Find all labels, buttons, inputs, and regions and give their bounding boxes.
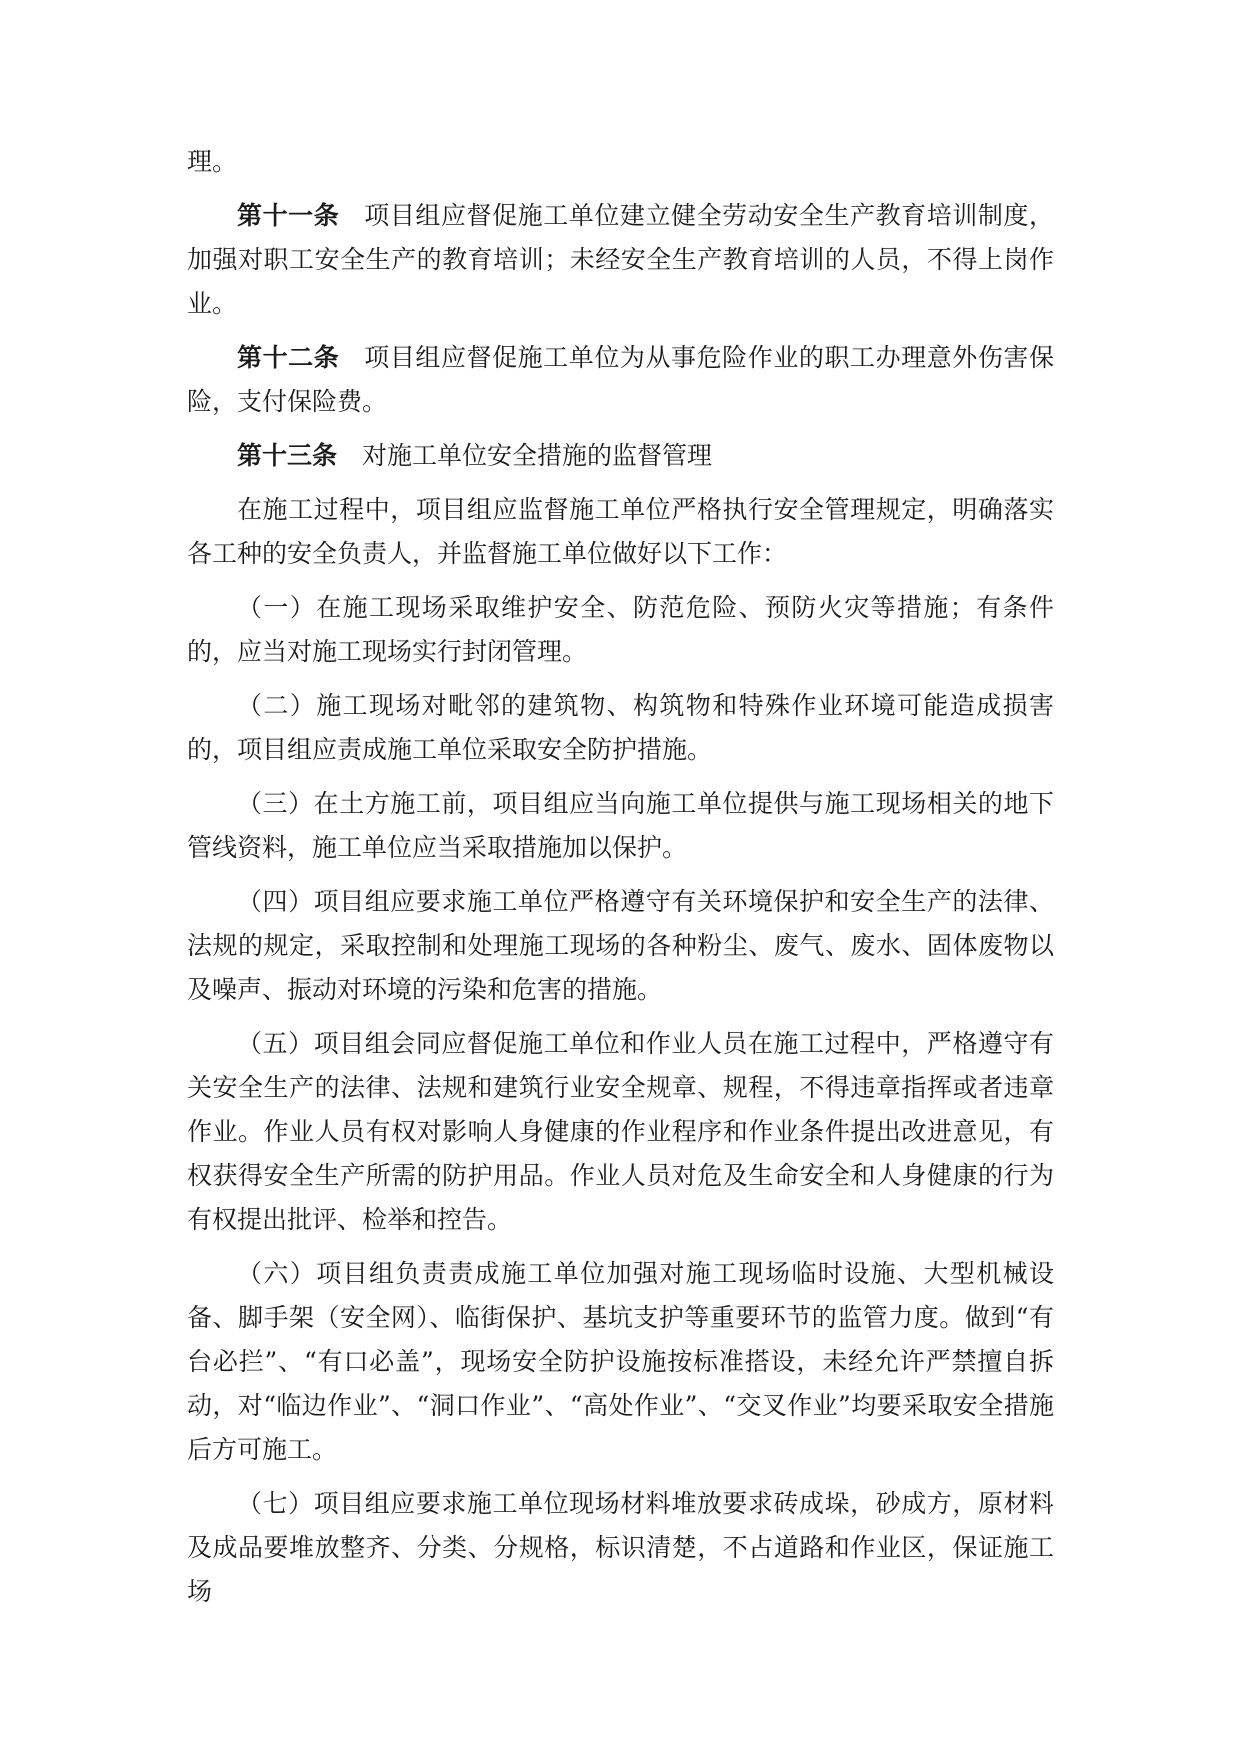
paragraph-text: （二）施工现场对毗邻的建筑物、构筑物和特殊作业环境可能造成损害的，项目组应责成施工单位采取安全防护措施。	[187, 691, 1054, 764]
paragraph-text: 对施工单位安全措施的监督管理	[362, 441, 713, 470]
item-7	[187, 1482, 1054, 1614]
paragraph-text: 项目组应督促施工单位为从事危险作业的职工办理意外伤害保险，支付保险费。	[187, 343, 1054, 416]
paragraph-text: （七）项目组应要求施工单位现场材料堆放要求砖成垛，砂成方，原材料及成品要堆放整齐、分类、分规格，标识清楚，不占道路和作业区，保证施工场	[187, 1489, 1054, 1606]
article-12	[187, 336, 1054, 424]
item-6	[187, 1252, 1054, 1472]
article-number: 第十一条	[237, 201, 340, 230]
paragraph-text: （三）在土方施工前，项目组应当向施工单位提供与施工现场相关的地下管线资料，施工单位应当采取措施加以保护。	[187, 789, 1054, 862]
item-3	[187, 782, 1054, 870]
article-number: 第十二条	[237, 343, 340, 372]
item-5	[187, 1022, 1054, 1242]
paragraph-text: （四）项目组应要求施工单位严格遵守有关环境保护和安全生产的法律、法规的规定，采取控制和处理施工现场的各种粉尘、废气、废水、固体废物以及噪声、振动对环境的污染和危害的措施。	[187, 887, 1054, 1004]
item-1	[187, 586, 1054, 674]
paragraph-text: 项目组应督促施工单位建立健全劳动安全生产教育培训制度，加强对职工安全生产的教育培训；未经安全生产教育培训的人员，不得上岗作业。	[187, 201, 1054, 318]
item-2	[187, 684, 1054, 772]
paragraph-text: 在施工过程中，项目组应监督施工单位严格执行安全管理规定，明确落实各工种的安全负责人，并监督施工单位做好以下工作：	[187, 495, 1054, 568]
paragraph-intro	[187, 488, 1054, 576]
article-number: 第十三条	[237, 441, 338, 470]
paragraph-text: （五）项目组会同应督促施工单位和作业人员在施工过程中，严格遵守有关安全生产的法律、法规和建筑行业安全规章、规程，不得违章指挥或者违章作业。作业人员有权对影响人身健康的作业程序和作业条件提出改进意见，有权获得安全生产所需的防护用品。作业人员对危及生命安全和人身健康的行为有权提出批评、检举和控告。	[187, 1029, 1054, 1234]
paragraph-continuation	[187, 140, 1054, 184]
paragraph-text: 理。	[187, 147, 238, 176]
paragraph-text: （六）项目组负责责成施工单位加强对施工现场临时设施、大型机械设备、脚手架（安全网）、临街保护、基坑支护等重要环节的监管力度。做到“有台必拦”、“有口必盖”，现场安全防护设施按标准搭设，未经允许严禁擅自拆动，对“临边作业”、“洞口作业”、“高处作业”、“交叉作业”均要采取安全措施后方可施工。	[187, 1259, 1054, 1464]
document-page	[187, 140, 1054, 1624]
article-11	[187, 194, 1054, 326]
item-4	[187, 880, 1054, 1012]
paragraph-text: （一）在施工现场采取维护安全、防范危险、预防火灾等措施；有条件的，应当对施工现场实行封闭管理。	[187, 593, 1054, 666]
article-13	[187, 434, 1054, 478]
